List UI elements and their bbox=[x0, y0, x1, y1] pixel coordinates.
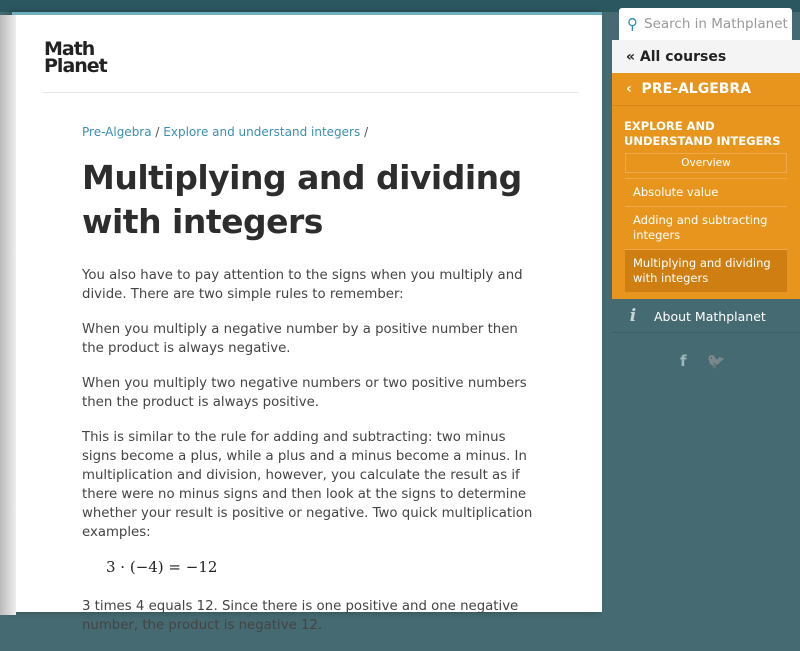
breadcrumb-pre-algebra[interactable]: Pre-Algebra bbox=[82, 125, 152, 139]
article bbox=[82, 123, 542, 651]
breadcrumb-integers[interactable]: Explore and understand integers bbox=[163, 125, 361, 139]
all-courses-link[interactable] bbox=[612, 40, 800, 73]
sidebar bbox=[612, 0, 800, 600]
sidebar-item-adding-subtracting[interactable]: Adding and subtracting integers bbox=[625, 206, 787, 249]
about-link[interactable] bbox=[612, 300, 800, 333]
chevron-left-icon: ‹ bbox=[626, 81, 642, 97]
double-chevron-left-icon: « bbox=[626, 48, 640, 65]
course-menu bbox=[612, 73, 800, 299]
math-example: 3 · (−4) = −12 bbox=[106, 558, 218, 576]
search-input[interactable] bbox=[619, 8, 792, 40]
paragraph: You also have to pay attention to the signs when you multiply and divide. There are two simple rules to remember: bbox=[82, 268, 523, 302]
paragraph: When you multiply a negative number by a positive number then the product is always negative. bbox=[82, 322, 518, 356]
facebook-icon[interactable]: f bbox=[680, 352, 687, 370]
paragraph: 3 times 4 equals 12. Since there is one positive and one negative number, the product is negative 12. bbox=[82, 599, 519, 633]
search-placeholder: Search in Mathplanet bbox=[644, 16, 788, 32]
sidebar-item-multiplying-dividing[interactable]: Multiplying and dividing with integers bbox=[625, 249, 787, 292]
paragraph: This is similar to the rule for adding and subtracting: two minus signs become a plus, while a plus and a minus become a minus. In multiplication and division, however, you calculate the result as if there were no minus signs and then look at the signs to determine whether your result is positive or negative. Two quick multiplication examples: bbox=[82, 430, 533, 540]
breadcrumb: Pre-Algebra / Explore and understand integers / bbox=[82, 125, 369, 139]
overview-link[interactable]: Overview bbox=[625, 153, 787, 173]
twitter-icon[interactable]: 🐦 bbox=[706, 352, 726, 370]
course-link[interactable] bbox=[612, 73, 800, 106]
page-title: Multiplying and dividing with integers bbox=[82, 158, 522, 241]
section-title: EXPLORE AND UNDERSTAND INTEGERS bbox=[624, 119, 781, 148]
content-page bbox=[12, 12, 602, 633]
all-courses-label: All courses bbox=[639, 48, 727, 65]
divider bbox=[43, 92, 578, 93]
paragraph: When you multiply two negative numbers or two positive numbers then the product is always positive. bbox=[82, 376, 527, 410]
sidebar-item-absolute-value[interactable]: Absolute value bbox=[625, 178, 787, 206]
about-label: About Mathplanet bbox=[654, 308, 766, 324]
page-edge bbox=[0, 15, 16, 615]
mathplanet-logo[interactable]: Math Planet bbox=[44, 38, 107, 77]
info-icon: i bbox=[629, 306, 637, 326]
social-links bbox=[680, 352, 725, 370]
course-label: PRE-ALGEBRA bbox=[641, 81, 752, 97]
search-icon: ⚲ bbox=[627, 15, 638, 33]
